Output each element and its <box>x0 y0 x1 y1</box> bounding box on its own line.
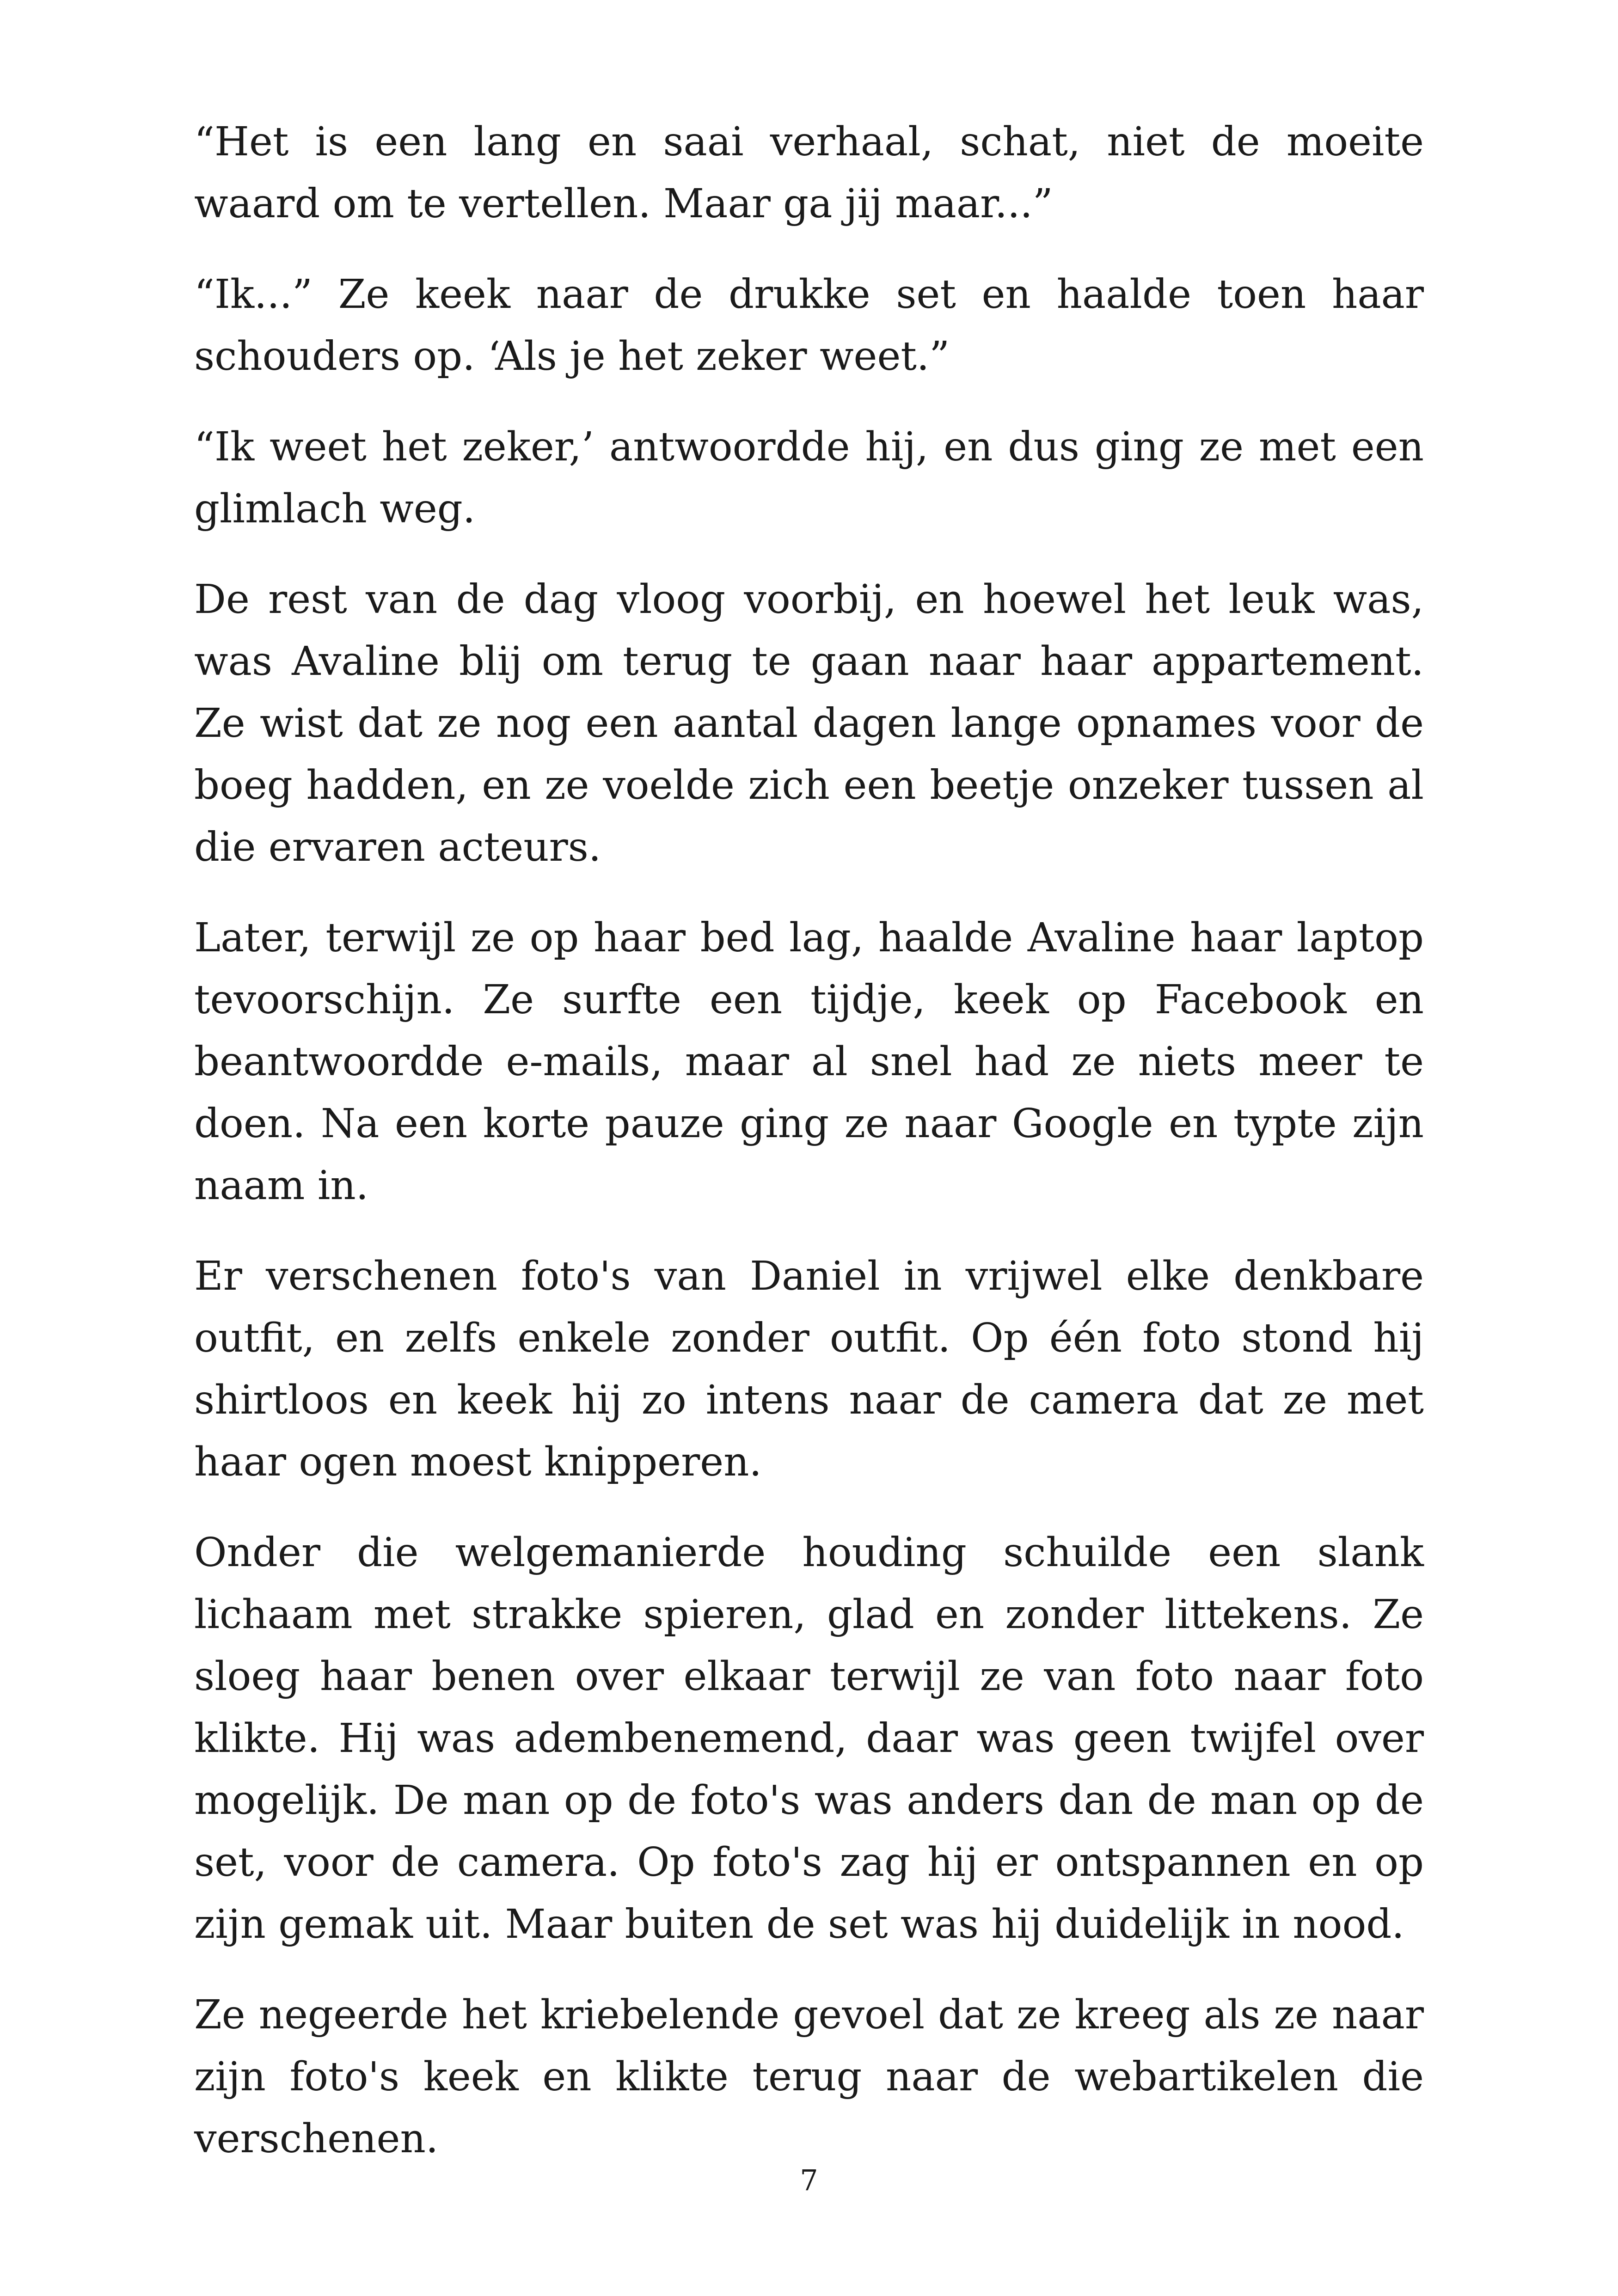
paragraph: Er verschenen foto's van Daniel in vrijwel elke denkbare outfit, en zelfs enkele zonder outfit. Op één foto stond hij shirtloos en keek hij zo intens naar de camera dat ze met haar ogen moest knipperen. <box>194 1253 1424 1485</box>
paragraph: “Het is een lang en saai verhaal, schat, niet de moeite waard om te vertellen. Maar ga jij maar...” <box>194 119 1424 227</box>
paragraph: Later, terwijl ze op haar bed lag, haalde Avaline haar laptop tevoorschijn. Ze surfte een tijdje, keek op Facebook en beantwoordde e-mails, maar al snel had ze niets meer te doen. Na een korte pauze ging ze naar Google en typte zijn naam in. <box>194 915 1424 1209</box>
paragraph: De rest van de dag vloog voorbij, en hoewel het leuk was, was Avaline blij om terug te gaan naar haar appartement. Ze wist dat ze nog een aantal dagen lange opnames voor de boeg hadden, en ze voelde zich een beetje onzeker tussen al die ervaren acteurs. <box>194 576 1424 870</box>
paragraph: Ze negeerde het kriebelende gevoel dat ze kreeg als ze naar zijn foto's keek en klikte terug naar de webartikelen die verschenen. <box>194 1992 1424 2162</box>
paragraph: “Ik weet het zeker,’ antwoordde hij, en dus ging ze met een glimlach weg. <box>194 424 1424 532</box>
paragraph: Onder die welgemanierde houding schuilde een slank lichaam met strakke spieren, glad en zonder littekens. Ze sloeg haar benen over elkaar terwijl ze van foto naar foto klikte. Hij was adembenemend, daar was geen twijfel over mogelijk. De man op de foto's was anders dan de man op de set, voor de camera. Op foto's zag hij er ontspannen en op zijn gemak uit. Maar buiten de set was hij duidelijk in nood. <box>194 1530 1424 1947</box>
page-number: 7 <box>800 2163 818 2197</box>
paragraph: “Ik...” Ze keek naar de drukke set en haalde toen haar schouders op. ‘Als je het zeker weet.” <box>194 271 1424 380</box>
body-text <box>194 111 1424 2198</box>
